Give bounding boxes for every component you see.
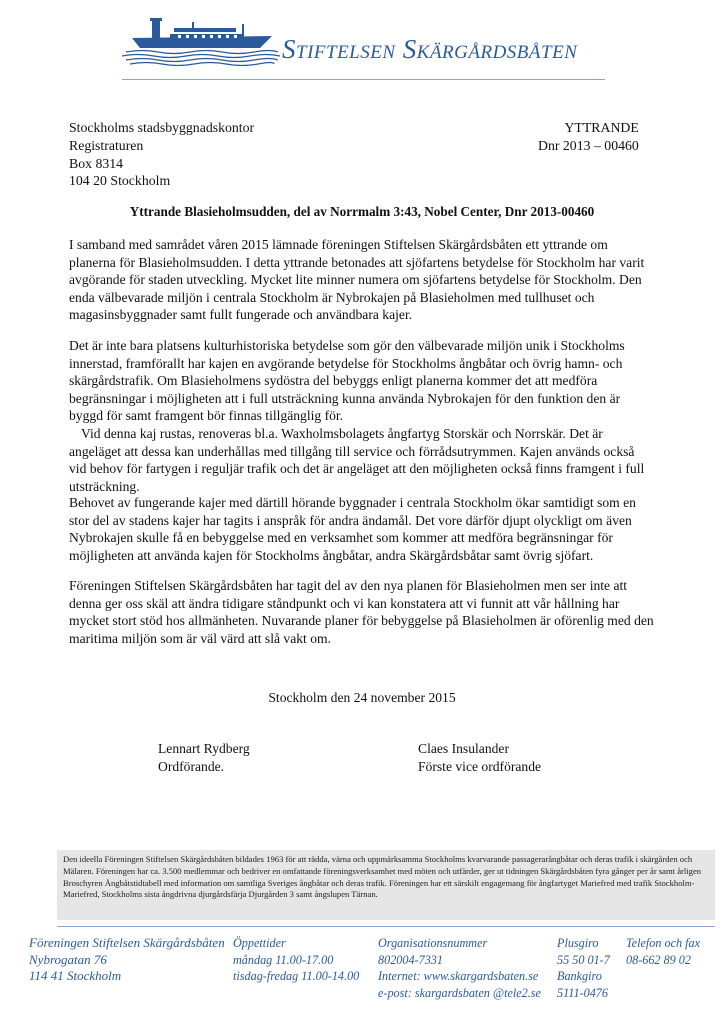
signer-title: Ordförande. [158,759,225,774]
footer-heading: Plusgiro [557,936,599,950]
body-paragraph-group [69,337,655,495]
document-reference [538,119,639,155]
document-type: YTTRANDE [564,120,639,135]
body-paragraph: Behovet av fungerande kajer med därtill hörande byggnader i centrala Stockholm ökar samtidigt som en stor del av stadens kajer har tagits i anspråk för andra ändamål. Det vore därför djupt olyckligt om även Nybrokajen skulle få en bebyggelse med en verksamhet som kommer att medföra begränsningar för möjligheten att använda kajen för Stockholms ångbåtar, andra Skärgårdsbåtar samt övrig sjöfart. [69,495,636,563]
footer-org [378,935,541,1001]
footer-line: tisdag-fredag 11.00-14.00 [233,969,360,983]
signer-name: Claes Insulander [418,741,509,756]
recipient-line: Registraturen [69,137,144,153]
header-divider [122,79,605,80]
footer-line: 55 50 01-7 [557,952,610,967]
footer-website-link[interactable]: Internet: www.skargardsbaten.se [378,969,539,983]
footer-heading: Telefon och fax [626,936,701,950]
footer-address [29,935,225,985]
recipient-line: 104 20 Stockholm [69,173,171,189]
footer-line: måndag 11.00-17.00 [233,952,334,967]
signer-title: Förste vice ordförande [418,759,542,774]
footer-line: Föreningen Stiftelsen Skärgårdsbåten [29,935,225,950]
body-paragraph: Det är inte bara platsens kulturhistoriska betydelse som gör den välbevarade miljön unik i Stockholms innerstad, framförallt har kajen en avgörande betydelse för Stockholms ångbåtar och övrig hamn- och skärgårdstrafik. Om Blasieholmens sydöstra del bebyggs enligt planerna kommer det att medföra begränsningar i möjligheten att i full utsträckning kunna använda Nybrokajen för den funktion den är byggd för samt framgent bör finnas tillgänglig för. [69,338,625,424]
footer-giro [557,935,610,1001]
recipient-line: Stockholms stadsbyggnadskontor [69,120,255,135]
steamboat-logo [122,14,280,66]
footer-line: 114 41 Stockholm [29,968,122,983]
footer-heading: Öppettider [233,936,286,950]
signature-block [158,740,250,776]
footer-heading: Bankgiro [557,969,602,983]
subject-heading: Yttrande Blasieholmsudden, del av Norrmalm 3:43, Nobel Center, Dnr 2013-00460 [129,204,595,219]
footer-heading: Organisationsnummer [378,936,488,950]
footer-line: 5111-0476 [557,985,608,1000]
signer-name: Lennart Rydberg [158,741,250,756]
recipient-line: Box 8314 [69,155,124,171]
body-paragraph: Vid denna kaj rustas, renoveras bl.a. Waxholmsbolagets ångfartyg Storskär och Norrskär. Det är angeläget att dessa kan underhållas med tillgång till service och förrådsutrymmen. Kajen används också vid behov för fartygen i reguljär trafik och det är angeläget att den möjligheten också finns framgent i full utsträckning. [69,425,645,494]
info-box: Den ideella Föreningen Stiftelsen Skärgårdsbåten bildades 1963 för att rädda, värna och uppmärksamma Stockholms kvarvarande passagerarångbåtar och deras trafik i skärgården och Mälaren. Föreningen har ca. 3.500 medlemmar och bedriver en omfattande föreningsverksamhet med möten och utfärder, ger ut tidningen Skärgårdsbåten fyra gånger per år samt årligen Broschyren Ångbåtstidtabell med information om samtliga Sveriges ångbåtar och deras trafik. Föreningen har ett särskilt engagemang för ångfartyget Mariefred med trafik Stockholm-Mariefred, Stockholms sista ångdrivna djurgårdsfärja Djurgården 3 samt ångslupen Tärnan. [57,850,715,920]
footer-line: 08-662 89 02 [626,952,691,967]
footer-email-link[interactable]: e-post: skargardsbaten @tele2.se [378,985,541,1000]
signature-block [418,740,541,776]
recipient-address [69,119,254,190]
footer-phone [626,935,700,968]
org-title: Stiftelsen Skärgårdsbåten [282,34,578,64]
footer-line: 802004-7331 [378,952,443,967]
footer-divider [57,926,715,927]
dnr: Dnr 2013 – 00460 [538,137,639,153]
body-paragraph: I samband med samrådet våren 2015 lämnade föreningen Stiftelsen Skärgårdsbåten ett yttrande om planerna för Blasieholmsudden. I detta yttrande betonades att sjöfartens betydelse för Stockholm har varit avgörande för staden utveckling. Mycket lite minner numera om sjöfartens betydelse för Stockholm. Den enda välbevarade miljön i centrala Stockholm är Nybrokajen på Blasieholmen med tullhuset och magasinsbyggnader samt fullt fungerade och användbara kajer. [69,237,645,323]
body-paragraph: Föreningen Stiftelsen Skärgårdsbåten har tagit del av den nya planen för Blasieholmen men ser inte att denna ger oss skäl att ändra tidigare ståndpunkt och vi kan konstatera att vi funnit att vår hållning har mycket stort stöd hos allmänheten. Nuvarande planer för bebyggelse på Blasieholmen är oförenlig med den maritima miljön som är väl värd att slå vakt om. [69,578,654,646]
place-date: Stockholm den 24 november 2015 [268,690,456,705]
footer-line: Nybrogatan 76 [29,951,107,967]
footer-hours [233,935,359,985]
